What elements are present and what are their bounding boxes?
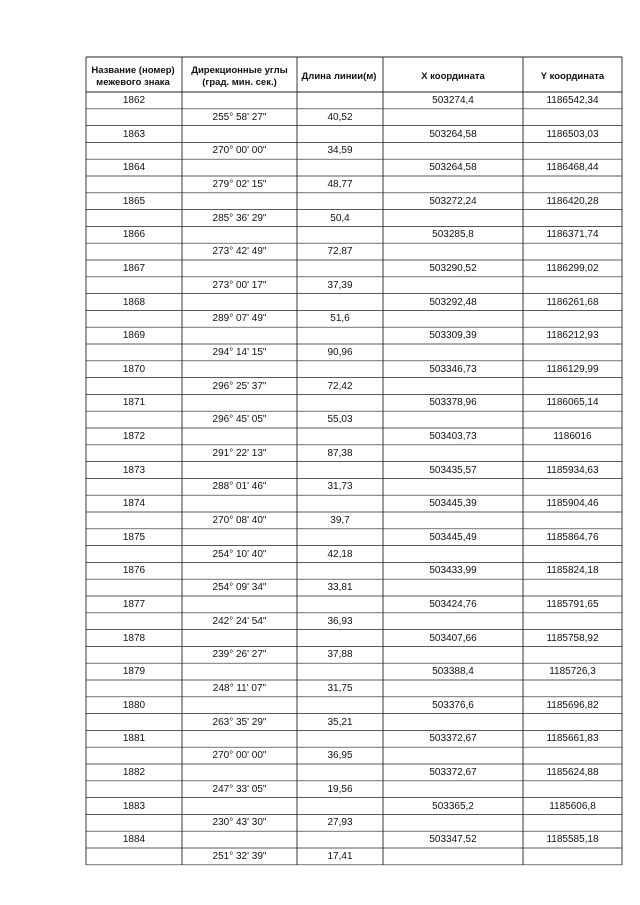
header-point-name: Название (номер) межевого знака <box>91 65 175 88</box>
line-length: 17,41 <box>327 851 353 862</box>
direction-angle: 239° 26' 27" <box>212 649 267 661</box>
line-length: 40,52 <box>327 111 353 123</box>
line-length: 35,21 <box>327 716 353 728</box>
y-coordinate: 1185758,92 <box>546 632 599 644</box>
y-coordinate: 1185726,3 <box>549 666 596 678</box>
y-coordinate: 1186503,03 <box>546 128 599 140</box>
line-length: 48,77 <box>327 179 353 190</box>
x-coordinate: 503424,76 <box>429 599 477 610</box>
point-name: 1871 <box>122 397 146 409</box>
x-coordinate: 503435,57 <box>429 464 477 476</box>
point-name: 1862 <box>122 95 146 106</box>
y-coordinate: 1186212,93 <box>546 330 599 342</box>
y-coordinate: 1185904,46 <box>546 498 599 510</box>
y-coordinate: 1186016 <box>553 431 592 442</box>
x-coordinate: 503433,99 <box>429 565 477 577</box>
line-length: 36,95 <box>327 750 353 762</box>
x-coordinate: 503264,58 <box>429 162 477 174</box>
line-length: 55,03 <box>327 414 353 426</box>
x-coordinate: 503285,8 <box>432 229 474 241</box>
y-coordinate: 1185864,76 <box>546 531 599 543</box>
y-coordinate: 1185824,18 <box>546 565 599 577</box>
x-coordinate: 503403,73 <box>429 431 477 442</box>
line-length: 90,96 <box>327 347 353 358</box>
x-coordinate: 503347,52 <box>429 834 477 846</box>
y-coordinate: 1185606,8 <box>549 800 596 812</box>
direction-angle: 288° 01' 46" <box>212 481 267 493</box>
point-name: 1878 <box>122 632 146 644</box>
x-coordinate: 503388,4 <box>432 666 474 678</box>
x-coordinate: 503372,67 <box>429 767 477 778</box>
direction-angle: 289° 07' 49" <box>212 313 267 325</box>
line-length: 19,56 <box>327 783 353 795</box>
line-length: 42,18 <box>327 548 353 560</box>
line-length: 27,93 <box>327 817 353 829</box>
line-length: 51,6 <box>330 313 350 325</box>
line-length: 39,7 <box>330 515 350 526</box>
direction-angle: 254° 09' 34" <box>212 582 267 594</box>
direction-angle: 251° 32' 39" <box>212 851 267 862</box>
point-name: 1869 <box>122 330 146 342</box>
point-name: 1884 <box>122 834 146 846</box>
x-coordinate: 503445,39 <box>429 498 477 510</box>
y-coordinate: 1185791,65 <box>546 599 599 610</box>
line-length: 33,81 <box>327 582 353 594</box>
direction-angle: 254° 10' 40" <box>212 548 267 560</box>
point-name: 1882 <box>122 767 146 778</box>
direction-angle: 255° 58' 27" <box>212 111 267 123</box>
y-coordinate: 1186129,99 <box>546 363 599 375</box>
x-coordinate: 503407,66 <box>429 632 477 644</box>
line-length: 50,4 <box>330 212 350 224</box>
line-length: 31,75 <box>327 683 353 694</box>
line-length: 36,93 <box>327 615 353 627</box>
line-length: 37,39 <box>327 279 353 291</box>
direction-angle: 285° 36' 29" <box>212 212 267 224</box>
direction-angle: 270° 00' 00" <box>212 750 267 762</box>
direction-angle: 263° 35' 29" <box>212 716 267 728</box>
x-coordinate: 503272,24 <box>429 195 477 207</box>
y-coordinate: 1186261,68 <box>546 296 599 308</box>
direction-angle: 270° 00' 00" <box>212 145 267 157</box>
line-length: 72,87 <box>327 246 353 258</box>
x-coordinate: 503309,39 <box>429 330 477 342</box>
x-coordinate: 503378,96 <box>429 397 477 409</box>
point-name: 1879 <box>122 666 146 678</box>
line-length: 37,88 <box>327 649 353 661</box>
direction-angle: 242° 24' 54" <box>212 615 267 627</box>
y-coordinate: 1186542,34 <box>546 95 599 106</box>
direction-angle: 296° 45' 05" <box>212 414 267 426</box>
point-name: 1875 <box>122 531 146 543</box>
y-coordinate: 1185661,83 <box>546 733 599 745</box>
x-coordinate: 503372,67 <box>429 733 477 745</box>
y-coordinate: 1186371,74 <box>546 229 599 241</box>
header-direction-angle: Дирекционные углы (град. мин. сек.) <box>191 65 288 88</box>
direction-angle: 248° 11' 07" <box>212 683 267 694</box>
point-name: 1864 <box>122 162 146 174</box>
point-name: 1880 <box>122 699 146 711</box>
direction-angle: 230° 43' 30" <box>212 817 267 829</box>
point-name: 1867 <box>122 263 146 274</box>
direction-angle: 294° 14' 15" <box>212 347 267 358</box>
x-coordinate: 503264,58 <box>429 128 477 140</box>
y-coordinate: 1186420,28 <box>546 195 599 207</box>
header-x-coordinate: X координата <box>421 71 485 82</box>
point-name: 1863 <box>122 128 146 140</box>
line-length: 31,73 <box>327 481 353 493</box>
point-name: 1881 <box>122 733 146 745</box>
line-length: 87,38 <box>327 447 353 459</box>
direction-angle: 270° 08' 40" <box>212 515 267 526</box>
x-coordinate: 503445,49 <box>429 531 477 543</box>
x-coordinate: 503290,52 <box>429 263 477 274</box>
x-coordinate: 503365,2 <box>432 800 474 812</box>
x-coordinate: 503274,4 <box>432 95 474 106</box>
direction-angle: 273° 42' 49" <box>212 246 267 258</box>
y-coordinate: 1185696,82 <box>546 699 599 711</box>
point-name: 1865 <box>122 195 146 207</box>
y-coordinate: 1186468,44 <box>546 162 599 174</box>
y-coordinate: 1185585,18 <box>546 834 599 846</box>
y-coordinate: 1185934,63 <box>546 464 599 476</box>
x-coordinate: 503292,48 <box>429 296 477 308</box>
y-coordinate: 1186299,02 <box>546 263 599 274</box>
y-coordinate: 1185624,88 <box>546 767 599 778</box>
direction-angle: 291° 22' 13" <box>212 447 267 459</box>
point-name: 1872 <box>122 431 146 442</box>
point-name: 1883 <box>122 800 146 812</box>
point-name: 1877 <box>122 599 146 610</box>
line-length: 72,42 <box>327 380 353 392</box>
x-coordinate: 503346,73 <box>429 363 477 375</box>
direction-angle: 273° 00' 17" <box>212 279 267 291</box>
header-y-coordinate: Y координата <box>540 71 605 82</box>
point-name: 1868 <box>122 296 146 308</box>
point-name: 1866 <box>122 229 146 241</box>
direction-angle: 296° 25' 37" <box>212 380 267 392</box>
x-coordinate: 503376,6 <box>432 699 474 711</box>
direction-angle: 279° 02' 15" <box>212 179 267 190</box>
point-name: 1876 <box>122 565 146 577</box>
y-coordinate: 1186065,14 <box>546 397 599 409</box>
point-name: 1870 <box>122 363 146 375</box>
direction-angle: 247° 33' 05" <box>212 783 267 795</box>
point-name: 1874 <box>122 498 146 510</box>
header-line-length: Длина линии(м) <box>301 71 377 82</box>
point-name: 1873 <box>122 464 146 476</box>
line-length: 34,59 <box>327 145 353 157</box>
